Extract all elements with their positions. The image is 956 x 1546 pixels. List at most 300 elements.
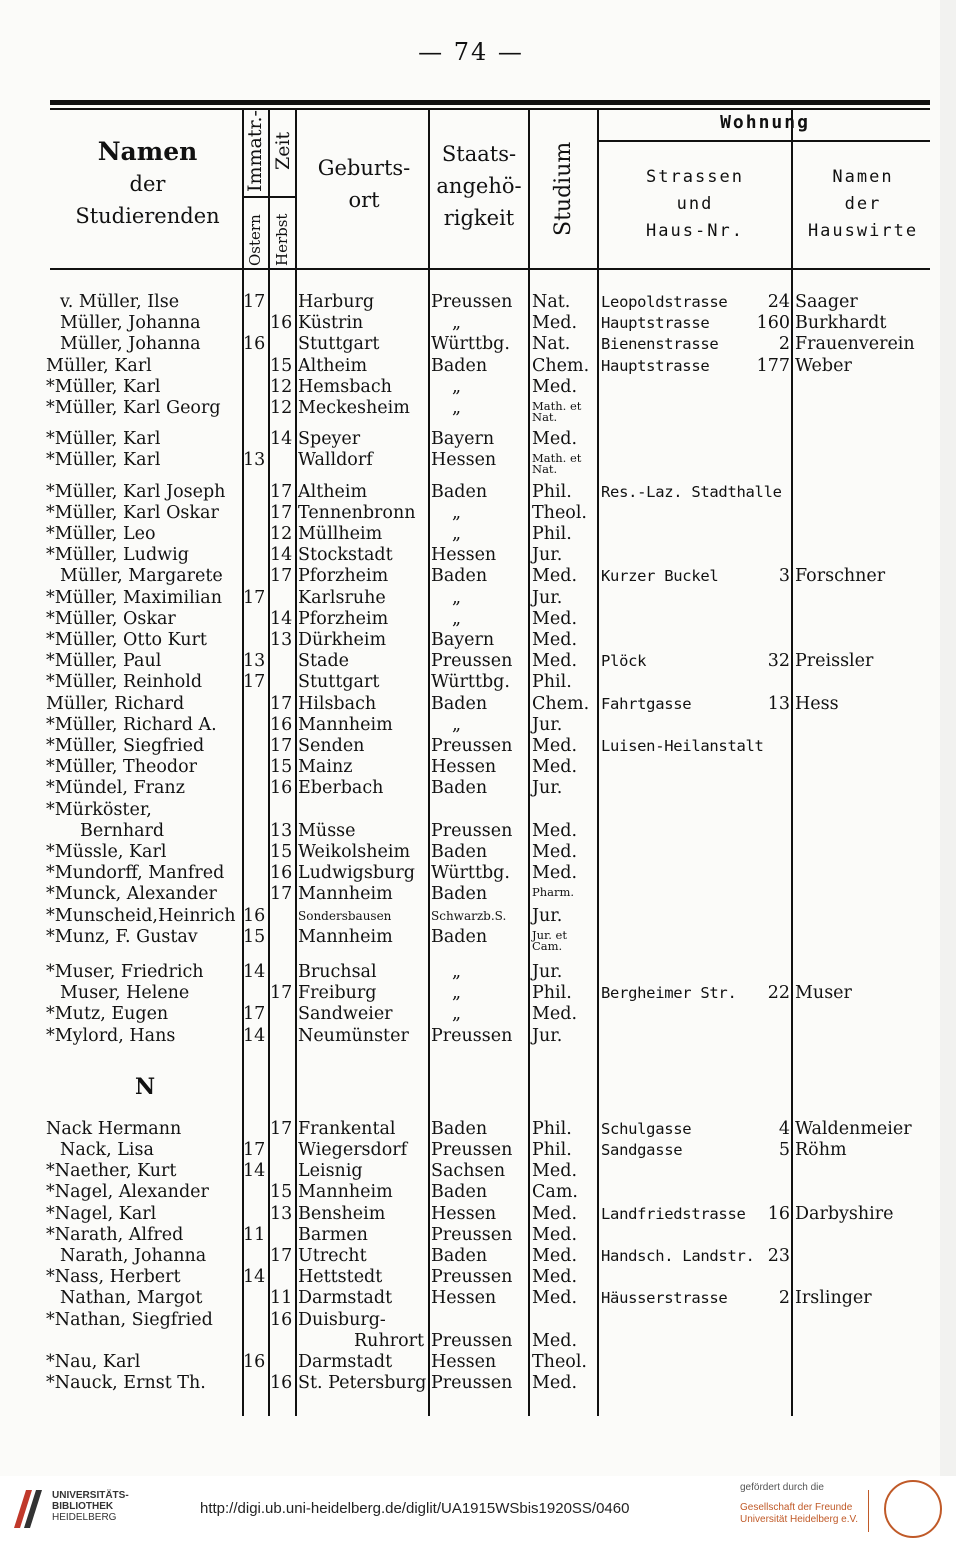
birthplace: Müllheim <box>298 524 383 544</box>
header-hauswirte <box>793 164 933 245</box>
birthplace: Altheim <box>298 481 368 502</box>
student-name: *Mutz, Eugen <box>46 1004 169 1025</box>
nationality: Hessen <box>431 1288 497 1309</box>
student-name: Nack, Lisa <box>60 1140 154 1160</box>
header-hauswirte-label: Hauswirte <box>807 221 919 241</box>
subject: Med. <box>532 630 578 650</box>
subject: Med. <box>532 566 578 587</box>
birthplace: Weikolsheim <box>298 842 411 862</box>
table-row <box>0 450 942 477</box>
table-row <box>0 863 942 884</box>
table-row <box>0 334 942 355</box>
table-row <box>0 884 942 905</box>
subject: Jur. et Cam. <box>532 927 567 953</box>
nationality: „ <box>452 376 462 397</box>
herbst-year: 12 <box>270 398 293 418</box>
table-row <box>0 1182 942 1203</box>
birthplace: Hemsbach <box>298 376 392 397</box>
birthplace: Harburg <box>298 292 375 312</box>
student-name: *Müller, Karl Joseph <box>46 481 226 502</box>
herbst-year: 16 <box>270 714 293 735</box>
table-row <box>0 736 942 757</box>
landlord: Waldenmeier <box>795 1118 912 1139</box>
top-rule <box>50 100 930 105</box>
ostern-year: 15 <box>243 926 266 947</box>
birthplace: Freiburg <box>298 983 377 1004</box>
student-name: Müller, Karl <box>46 355 152 376</box>
herbst-year: 16 <box>270 1373 293 1394</box>
nationality: „ <box>452 313 462 334</box>
table-row <box>0 356 942 377</box>
table-row <box>0 482 942 503</box>
header-namen-title: Namen <box>97 137 198 166</box>
table-row <box>0 1026 942 1047</box>
permalink-url[interactable]: http://digi.ub.uni-heidelberg.de/diglit/UA1915WSbis1920SS/0460 <box>200 1500 630 1517</box>
nationality: Hessen <box>431 1352 497 1372</box>
subject: Phil. <box>532 1140 572 1160</box>
table-row <box>0 1119 942 1140</box>
student-name: *Müller, Leo <box>46 524 156 544</box>
nationality: Preussen <box>431 820 513 841</box>
student-name: Narath, Johanna <box>60 1246 207 1266</box>
house-number: 24 <box>767 292 790 312</box>
subject: Med. <box>532 376 578 397</box>
herbst-year: 11 <box>270 1288 293 1309</box>
subject: Med. <box>532 842 578 862</box>
birthplace: Neumünster <box>298 1025 409 1046</box>
nationality: „ <box>452 587 462 608</box>
herbst-year: 17 <box>270 983 293 1004</box>
subject: Math. et Nat. <box>532 451 582 477</box>
herbst-year: 15 <box>270 1182 293 1203</box>
birthplace: Stuttgart <box>298 672 380 693</box>
birthplace: Stuttgart <box>298 334 380 355</box>
subject: Med. <box>532 1246 578 1266</box>
student-name: *Müller, Otto Kurt <box>46 630 207 650</box>
student-name: *Mürköster, <box>46 799 152 820</box>
ostern-year: 17 <box>243 672 266 693</box>
student-name: *Narath, Alfred <box>46 1224 184 1245</box>
birthplace: Duisburg- <box>298 1309 386 1330</box>
section-letter: N <box>134 1074 156 1100</box>
herbst-year: 16 <box>270 863 293 884</box>
nationality: Baden <box>431 566 488 587</box>
birthplace: Mannheim <box>298 884 393 905</box>
table-row <box>0 292 942 313</box>
table-row <box>0 429 942 450</box>
table-row <box>0 694 942 715</box>
birthplace: Hilsbach <box>298 693 377 714</box>
landlord: Frauenverein <box>795 334 915 355</box>
table-row <box>0 1373 942 1394</box>
landlord: Burkhardt <box>795 313 887 334</box>
house-number: 32 <box>767 651 790 672</box>
subject: Med. <box>532 1373 578 1394</box>
street: Luisen-Heilanstalt <box>601 737 764 755</box>
footer-separator <box>868 1490 869 1532</box>
ostern-year: 14 <box>243 1025 266 1046</box>
subject: Theol. <box>532 502 587 523</box>
birthplace: Wiegersdorf <box>298 1140 408 1160</box>
nationality: „ <box>452 524 462 544</box>
nationality: „ <box>452 1004 462 1025</box>
ostern-year: 17 <box>243 587 266 608</box>
student-name: *Nathan, Siegfried <box>46 1309 213 1330</box>
nationality: Baden <box>431 1118 488 1139</box>
nationality: „ <box>452 502 462 523</box>
subject: Med. <box>532 1004 578 1025</box>
student-name: *Müller, Richard A. <box>46 714 217 735</box>
table-row <box>0 1225 942 1246</box>
nationality: Baden <box>431 1182 488 1203</box>
header-staatsangehoerigkeit <box>430 138 528 234</box>
house-number: 2 <box>778 1288 790 1309</box>
house-number: 4 <box>778 1118 790 1139</box>
nationality: Baden <box>431 1246 488 1266</box>
student-name: *Mundorff, Manfred <box>46 863 225 884</box>
subject: Jur. <box>532 1025 563 1046</box>
birthplace: Mannheim <box>298 1182 393 1203</box>
university-seal-icon <box>884 1480 942 1538</box>
herbst-year: 16 <box>270 778 293 799</box>
birthplace: Frankental <box>298 1118 396 1139</box>
header-namen2: Namen <box>832 167 894 187</box>
table-row <box>0 1310 942 1331</box>
herbst-year: 13 <box>270 630 293 650</box>
student-name: *Müller, Karl <box>46 429 161 450</box>
birthplace: Küstrin <box>298 313 364 334</box>
subject: Theol. <box>532 1352 587 1372</box>
street: Hauptstrasse <box>601 356 710 375</box>
header-namen-der: der <box>129 172 166 196</box>
library-name <box>52 1490 129 1523</box>
student-name: *Müller, Ludwig <box>46 545 189 566</box>
footer-bar <box>0 1476 956 1546</box>
nationality: Preussen <box>431 1025 513 1046</box>
herbst-year: 15 <box>270 355 293 376</box>
table-row <box>0 1288 942 1309</box>
subject: Phil. <box>532 672 572 693</box>
subject: Med. <box>532 820 578 841</box>
header-angeho: angehö- <box>436 174 522 198</box>
ostern-year: 13 <box>243 450 266 471</box>
header-namen-stud: Studierenden <box>75 204 220 228</box>
student-name: *Mündel, Franz <box>46 778 185 799</box>
birthplace: Ludwigsburg <box>298 863 415 884</box>
student-name: *Munz, F. Gustav <box>46 926 198 947</box>
herbst-year: 14 <box>270 545 293 566</box>
table-row <box>0 778 942 799</box>
herbst-year: 17 <box>270 884 293 905</box>
nationality: „ <box>452 714 462 735</box>
student-name: *Müller, Oskar <box>46 608 176 629</box>
student-name: *Müller, Karl Oskar <box>46 502 219 523</box>
student-name: *Munscheid,Heinrich <box>46 905 236 926</box>
student-name: *Munck, Alexander <box>46 884 217 905</box>
wohnung-divider <box>598 140 930 142</box>
nationality: „ <box>452 398 462 418</box>
table-row <box>0 800 942 821</box>
library-line2: BIBLIOTHEK <box>52 1501 114 1512</box>
header-zeit: Zeit <box>272 131 294 170</box>
ostern-year: 17 <box>243 1140 266 1160</box>
student-name: *Mylord, Hans <box>46 1025 176 1046</box>
ostern-year: 13 <box>243 651 266 672</box>
header-geburtsort <box>300 152 428 216</box>
table-row <box>0 377 942 398</box>
nationality: Preussen <box>431 1140 513 1160</box>
street: Schulgasse <box>601 1119 692 1138</box>
nationality: Württbg. <box>431 863 510 884</box>
birthplace: Eberbach <box>298 778 384 799</box>
birthplace: Leisnig <box>298 1161 363 1182</box>
herbst-year: 14 <box>270 608 293 629</box>
birthplace: Dürkheim <box>298 630 387 650</box>
street: Fahrtgasse <box>601 694 692 713</box>
nationality: Baden <box>431 778 488 799</box>
subject: Med. <box>532 736 578 756</box>
herbst-year: 14 <box>270 429 293 450</box>
society-line1: Gesellschaft der Freunde <box>740 1502 853 1513</box>
nationality: Preussen <box>431 1330 513 1351</box>
landlord: Muser <box>795 983 852 1004</box>
street: Plöck <box>601 652 647 671</box>
subject: Nat. <box>532 334 571 355</box>
nationality: Schwarzb.S. <box>431 908 507 923</box>
house-number: 5 <box>778 1140 790 1160</box>
birthplace: Mannheim <box>298 714 393 735</box>
nationality: Baden <box>431 884 488 905</box>
subject: Cam. <box>532 1182 578 1203</box>
street: Hauptstrasse <box>601 314 710 333</box>
herbst-year: 17 <box>270 693 293 714</box>
table-row <box>0 588 942 609</box>
birthplace: Stade <box>298 651 350 672</box>
subject: Jur. <box>532 545 563 566</box>
table-row <box>0 842 942 863</box>
header-wohnung: Wohnung <box>720 112 810 133</box>
table-row <box>0 1140 942 1161</box>
nationality: Baden <box>431 481 488 502</box>
subject: Med. <box>532 651 578 672</box>
landlord: Forschner <box>795 566 886 587</box>
subject: Phil. <box>532 983 572 1004</box>
birthplace: St. Petersburg <box>298 1373 427 1394</box>
subject: Phil. <box>532 524 572 544</box>
table-row <box>0 651 942 672</box>
herbst-year: 12 <box>270 524 293 544</box>
page-number: — 74 — <box>418 38 524 66</box>
street: Bergheimer Str. <box>601 984 737 1003</box>
ostern-year: 16 <box>243 1352 266 1372</box>
table-row <box>0 630 942 651</box>
table-row <box>0 566 942 587</box>
subject: Med. <box>532 863 578 884</box>
student-name: *Nagel, Karl <box>46 1203 157 1224</box>
table-row <box>0 983 942 1004</box>
student-name: Müller, Margarete <box>60 566 223 587</box>
student-name: *Müller, Siegfried <box>46 736 205 756</box>
library-logo-icon <box>12 1488 46 1530</box>
nationality: Hessen <box>431 1203 497 1224</box>
birthplace: Meckesheim <box>298 398 410 418</box>
nationality: Württbg. <box>431 672 510 693</box>
subject: Pharm. <box>532 885 575 900</box>
subject: Nat. <box>532 292 571 312</box>
library-line3: HEIDELBERG <box>52 1512 117 1523</box>
subject: Med. <box>532 429 578 450</box>
birthplace: Sandweier <box>298 1004 393 1025</box>
table-row <box>0 1246 942 1267</box>
immatr-divider <box>242 196 296 198</box>
header-strassen-label: Strassen <box>646 167 744 187</box>
subject: Med. <box>532 1330 578 1351</box>
student-name: Muser, Helene <box>60 983 190 1004</box>
landlord: Saager <box>795 292 858 312</box>
birthplace: Darmstadt <box>298 1288 393 1309</box>
street: Leopoldstrasse <box>601 293 728 311</box>
subject: Med. <box>532 1267 578 1288</box>
birthplace: Darmstadt <box>298 1352 393 1372</box>
header-und: und <box>676 194 714 214</box>
student-name: *Nagel, Alexander <box>46 1182 209 1203</box>
house-number: 13 <box>767 693 790 714</box>
table-row <box>0 545 942 566</box>
ostern-year: 11 <box>243 1224 266 1245</box>
top-rule-thin <box>50 108 930 110</box>
nationality: Preussen <box>431 651 513 672</box>
nationality: „ <box>452 983 462 1004</box>
herbst-year: 17 <box>270 481 293 502</box>
subject: Med. <box>532 757 578 778</box>
herbst-year: 17 <box>270 566 293 587</box>
birthplace: Altheim <box>298 355 368 376</box>
subject: Chem. <box>532 355 590 376</box>
table-row <box>0 821 942 842</box>
funding-note: gefördert durch die <box>740 1482 824 1493</box>
subject: Jur. <box>532 905 563 926</box>
birthplace: Speyer <box>298 429 361 450</box>
header-herbst: Herbst <box>273 213 291 266</box>
house-number: 2 <box>778 334 790 355</box>
subject: Med. <box>532 1224 578 1245</box>
birthplace: Senden <box>298 736 365 756</box>
subject: Jur. <box>532 587 563 608</box>
house-number: 160 <box>756 313 790 334</box>
header-geburts: Geburts- <box>317 156 411 180</box>
library-line1: UNIVERSITÄTS- <box>52 1490 129 1501</box>
student-name: *Müller, Reinhold <box>46 672 203 693</box>
table-row <box>0 672 942 693</box>
student-name: *Nauck, Ernst Th. <box>46 1373 206 1394</box>
herbst-year: 15 <box>270 757 293 778</box>
header-der2: der <box>844 194 882 214</box>
student-name: v. Müller, Ilse <box>60 292 180 312</box>
student-name: Müller, Johanna <box>60 313 201 334</box>
nationality: Preussen <box>431 1267 513 1288</box>
header-immatr: Immatr.- <box>244 110 266 192</box>
herbst-year: 16 <box>270 1309 293 1330</box>
landlord: Preissler <box>795 651 874 672</box>
herbst-year: 15 <box>270 842 293 862</box>
student-name: *Müller, Theodor <box>46 757 197 778</box>
subject: Jur. <box>532 714 563 735</box>
birthplace: Mannheim <box>298 926 393 947</box>
student-name: *Müller, Karl <box>46 376 161 397</box>
nationality: „ <box>452 608 462 629</box>
nationality: Hessen <box>431 545 497 566</box>
herbst-year: 13 <box>270 820 293 841</box>
birthplace: Mainz <box>298 757 353 778</box>
nationality: Hessen <box>431 450 497 471</box>
table-row <box>0 906 942 927</box>
nationality: Bayern <box>431 429 495 450</box>
nationality: Preussen <box>431 1224 513 1245</box>
ostern-year: 14 <box>243 962 266 982</box>
subject: Med. <box>532 608 578 629</box>
nationality: Baden <box>431 842 488 862</box>
house-number: 23 <box>767 1246 790 1266</box>
nationality: Hessen <box>431 757 497 778</box>
header-ostern: Ostern <box>246 214 264 266</box>
subject: Jur. <box>532 962 563 982</box>
landlord: Weber <box>795 355 852 376</box>
table-row <box>0 1352 942 1373</box>
subject: Chem. <box>532 693 590 714</box>
header-rigkeit: rigkeit <box>443 206 515 230</box>
street: Handsch. Landstr. <box>601 1247 755 1265</box>
herbst-year: 17 <box>270 736 293 756</box>
table-row <box>0 1204 942 1225</box>
header-rule <box>50 268 930 270</box>
student-name: Bernhard <box>80 820 165 841</box>
street: Kurzer Buckel <box>601 567 719 586</box>
student-name: *Müssle, Karl <box>46 842 167 862</box>
student-name: *Muser, Friedrich <box>46 962 204 982</box>
subject: Med. <box>532 1161 578 1182</box>
birthplace: Stockstadt <box>298 545 393 566</box>
header-ort: ort <box>348 188 380 212</box>
table-row <box>0 313 942 334</box>
nationality: Preussen <box>431 736 513 756</box>
ostern-year: 16 <box>243 905 266 926</box>
ostern-year: 17 <box>243 292 266 312</box>
student-name: *Müller, Karl <box>46 450 161 471</box>
table-row <box>0 1004 942 1025</box>
street: Bienenstrasse <box>601 335 719 354</box>
subject: Jur. <box>532 778 563 799</box>
page-edge <box>940 0 956 1476</box>
street: Res.-Laz. Stadthalle <box>601 482 782 501</box>
herbst-year: 16 <box>270 313 293 334</box>
landlord: Darbyshire <box>795 1203 894 1224</box>
nationality: Baden <box>431 355 488 376</box>
society-name <box>740 1502 858 1526</box>
header-strassen <box>600 164 790 245</box>
table-row <box>0 524 942 545</box>
subject: Med. <box>532 313 578 334</box>
student-name: *Müller, Paul <box>46 651 162 672</box>
student-name: Müller, Richard <box>46 693 185 714</box>
header-staats: Staats- <box>441 142 517 166</box>
subject: Med. <box>532 1203 578 1224</box>
table-row <box>0 609 942 630</box>
street: Sandgasse <box>601 1141 683 1159</box>
landlord: Irslinger <box>795 1288 872 1309</box>
student-name: Müller, Johanna <box>60 334 201 355</box>
nationality: „ <box>452 962 462 982</box>
landlord: Hess <box>795 693 839 714</box>
